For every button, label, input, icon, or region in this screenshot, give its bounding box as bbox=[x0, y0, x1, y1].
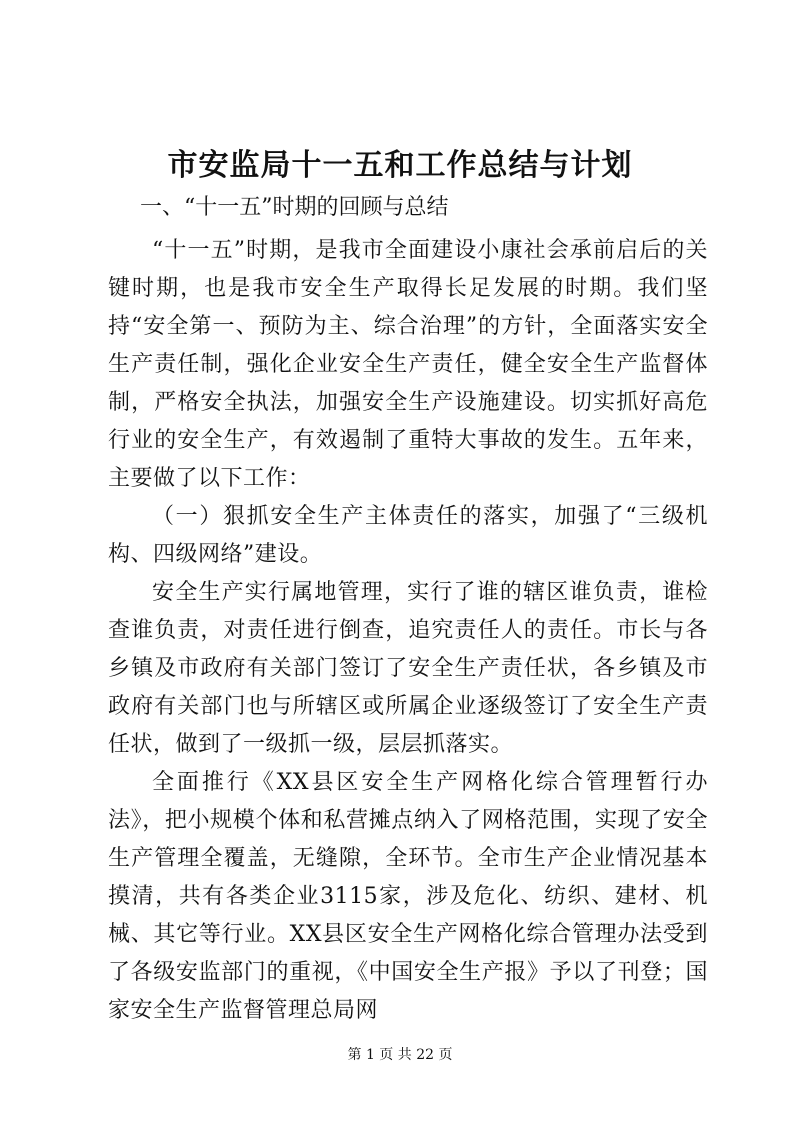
section-heading: 一、“十一五”时期的回顾与总结 bbox=[140, 195, 449, 220]
paragraph-2: （一）狠抓安全生产主体责任的落实，加强了“三级机构、四级网络”建设。 bbox=[108, 504, 708, 567]
paragraph-4: 全面推行《XX县区安全生产网格化综合管理暂行办法》，把小规模个体和私营摊点纳入了网格范围，实现了安全生产管理全覆盖，无缝隙，全环节。全市生产企业情况基本摸清，共有各类企业3115家，涉及危化、纺织、建材、机械、其它等行业。XX县区安全生产网格化综合管理办法受到了各级安监部门的重视，《中国安全生产报》予以了刊登；国家安全生产监督管理总局网 bbox=[108, 770, 708, 1023]
document-body bbox=[108, 232, 708, 1030]
page-number-footer: 第 1 页 共 22 页 bbox=[347, 1047, 453, 1063]
document-title: 市安监局十一五和工作总结与计划 bbox=[167, 148, 633, 183]
paragraph-3: 安全生产实行属地管理，实行了谁的辖区谁负责，谁检查谁负责，对责任进行倒查，追究责任人的责任。市长与各乡镇及市政府有关部门签订了安全生产责任状，各乡镇及市政府有关部门也与所辖区或所属企业逐级签订了安全生产责任状，做到了一级抓一级，层层抓落实。 bbox=[108, 580, 708, 757]
paragraph-1: “十一五”时期，是我市全面建设小康社会承前启后的关键时期，也是我市安全生产取得长足发展的时期。我们坚持“安全第一、预防为主、综合治理”的方针，全面落实安全生产责任制，强化企业安全生产责任，健全安全生产监督体制，严格安全执法，加强安全生产设施建设。切实抓好高危行业的安全生产，有效遏制了重特大事故的发生。五年来，主要做了以下工作： bbox=[108, 238, 708, 491]
